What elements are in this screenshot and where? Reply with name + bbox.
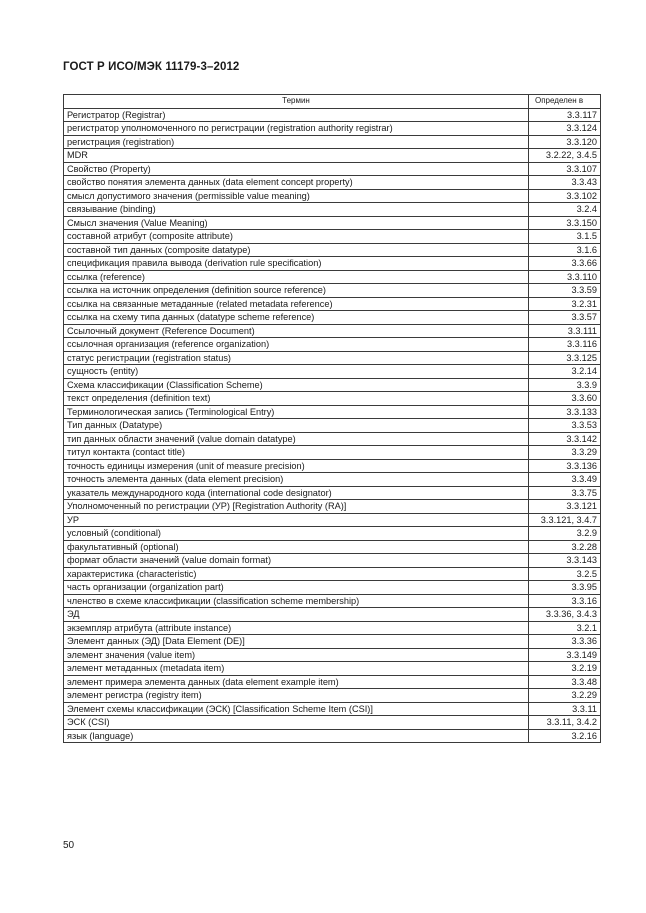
table-row — [64, 540, 601, 554]
table-row — [64, 203, 601, 217]
term-cell: сущность (entity) — [64, 365, 529, 379]
reference-cell: 3.3.110 — [529, 270, 601, 284]
term-cell: тип данных области значений (value domain datatype) — [64, 432, 529, 446]
term-cell: ссылка на схему типа данных (datatype scheme reference) — [64, 311, 529, 325]
reference-cell: 3.3.111 — [529, 324, 601, 338]
reference-cell: 3.3.107 — [529, 162, 601, 176]
table-row — [64, 648, 601, 662]
term-cell: свойство понятия элемента данных (data element concept property) — [64, 176, 529, 190]
term-cell: MDR — [64, 149, 529, 163]
reference-cell: 3.2.19 — [529, 662, 601, 676]
table-row — [64, 702, 601, 716]
term-cell: регистратор уполномоченного по регистрации (registration authority registrar) — [64, 122, 529, 136]
table-row — [64, 365, 601, 379]
table-row — [64, 419, 601, 433]
term-cell: составной атрибут (composite attribute) — [64, 230, 529, 244]
reference-cell: 3.3.49 — [529, 473, 601, 487]
table-row — [64, 378, 601, 392]
table-row — [64, 581, 601, 595]
term-cell: часть организации (organization part) — [64, 581, 529, 595]
term-cell: Тип данных (Datatype) — [64, 419, 529, 433]
table-row — [64, 729, 601, 743]
table-row — [64, 311, 601, 325]
term-cell: факультативный (optional) — [64, 540, 529, 554]
reference-cell: 3.3.36, 3.4.3 — [529, 608, 601, 622]
term-cell: титул контакта (contact title) — [64, 446, 529, 460]
reference-cell: 3.3.75 — [529, 486, 601, 500]
reference-cell: 3.3.150 — [529, 216, 601, 230]
term-cell: ЭД — [64, 608, 529, 622]
column-header-term: Термин — [64, 95, 529, 109]
reference-cell: 3.1.6 — [529, 243, 601, 257]
reference-cell: 3.3.117 — [529, 108, 601, 122]
reference-cell: 3.3.53 — [529, 419, 601, 433]
term-cell: элемент регистра (registry item) — [64, 689, 529, 703]
reference-cell: 3.2.29 — [529, 689, 601, 703]
reference-cell: 3.3.59 — [529, 284, 601, 298]
reference-cell: 3.3.136 — [529, 459, 601, 473]
term-cell: ссылка на источник определения (definition source reference) — [64, 284, 529, 298]
term-cell: спецификация правила вывода (derivation rule specification) — [64, 257, 529, 271]
table-row — [64, 243, 601, 257]
term-cell: Ссылочный документ (Reference Document) — [64, 324, 529, 338]
reference-cell: 3.3.149 — [529, 648, 601, 662]
term-cell: точность элемента данных (data element precision) — [64, 473, 529, 487]
reference-cell: 3.3.121 — [529, 500, 601, 514]
table-row — [64, 405, 601, 419]
table-row — [64, 162, 601, 176]
reference-cell: 3.2.28 — [529, 540, 601, 554]
term-cell: текст определения (definition text) — [64, 392, 529, 406]
reference-cell: 3.3.124 — [529, 122, 601, 136]
term-cell: ссылка на связанные метаданные (related metadata reference) — [64, 297, 529, 311]
table-row — [64, 149, 601, 163]
page-number: 50 — [63, 840, 75, 851]
reference-cell: 3.3.142 — [529, 432, 601, 446]
table-row — [64, 432, 601, 446]
terms-index-table — [63, 94, 601, 743]
table-row — [64, 135, 601, 149]
term-cell: составной тип данных (composite datatype) — [64, 243, 529, 257]
table-row — [64, 122, 601, 136]
term-cell: экземпляр атрибута (attribute instance) — [64, 621, 529, 635]
table-row — [64, 473, 601, 487]
reference-cell: 3.2.9 — [529, 527, 601, 541]
reference-cell: 3.1.5 — [529, 230, 601, 244]
term-cell: смысл допустимого значения (permissible value meaning) — [64, 189, 529, 203]
term-cell: УР — [64, 513, 529, 527]
reference-cell: 3.3.143 — [529, 554, 601, 568]
term-cell: Элемент схемы классификации (ЭСК) [Classification Scheme Item (CSI)] — [64, 702, 529, 716]
reference-cell: 3.2.5 — [529, 567, 601, 581]
table-row — [64, 689, 601, 703]
term-cell: элемент примера элемента данных (data element example item) — [64, 675, 529, 689]
reference-cell: 3.3.116 — [529, 338, 601, 352]
term-cell: Уполномоченный по регистрации (УР) [Registration Authority (RA)] — [64, 500, 529, 514]
reference-cell: 3.3.102 — [529, 189, 601, 203]
table-row — [64, 716, 601, 730]
table-row — [64, 527, 601, 541]
term-cell: язык (language) — [64, 729, 529, 743]
term-cell: Элемент данных (ЭД) [Data Element (DE)] — [64, 635, 529, 649]
term-cell: статус регистрации (registration status) — [64, 351, 529, 365]
term-cell: точность единицы измерения (unit of measure precision) — [64, 459, 529, 473]
reference-cell: 3.3.60 — [529, 392, 601, 406]
table-row — [64, 392, 601, 406]
table-row — [64, 189, 601, 203]
table-row — [64, 176, 601, 190]
table-row — [64, 513, 601, 527]
term-cell: элемент метаданных (metadata item) — [64, 662, 529, 676]
term-cell: указатель международного кода (international code designator) — [64, 486, 529, 500]
table-header-row — [64, 95, 601, 109]
reference-cell: 3.3.48 — [529, 675, 601, 689]
term-cell: ЭСК (CSI) — [64, 716, 529, 730]
term-cell: Терминологическая запись (Terminological Entry) — [64, 405, 529, 419]
reference-cell: 3.3.11, 3.4.2 — [529, 716, 601, 730]
table-row — [64, 608, 601, 622]
table-row — [64, 567, 601, 581]
table-row — [64, 459, 601, 473]
document-standard-title: ГОСТ Р ИСО/МЭК 11179-3–2012 — [63, 61, 240, 73]
term-cell: характеристика (characteristic) — [64, 567, 529, 581]
reference-cell: 3.3.16 — [529, 594, 601, 608]
table-row — [64, 324, 601, 338]
reference-cell: 3.3.120 — [529, 135, 601, 149]
term-cell: Смысл значения (Value Meaning) — [64, 216, 529, 230]
term-cell: ссылка (reference) — [64, 270, 529, 284]
table-row — [64, 351, 601, 365]
term-cell: Схема классификации (Classification Scheme) — [64, 378, 529, 392]
reference-cell: 3.2.4 — [529, 203, 601, 217]
table-row — [64, 500, 601, 514]
term-cell: Свойство (Property) — [64, 162, 529, 176]
term-cell: связывание (binding) — [64, 203, 529, 217]
reference-cell: 3.3.9 — [529, 378, 601, 392]
table-row — [64, 108, 601, 122]
term-cell: формат области значений (value domain format) — [64, 554, 529, 568]
table-body — [64, 108, 601, 743]
table-row — [64, 446, 601, 460]
reference-cell: 3.3.133 — [529, 405, 601, 419]
table-row — [64, 230, 601, 244]
table-row — [64, 216, 601, 230]
reference-cell: 3.3.43 — [529, 176, 601, 190]
table-row — [64, 594, 601, 608]
term-cell: регистрация (registration) — [64, 135, 529, 149]
reference-cell: 3.2.1 — [529, 621, 601, 635]
table-row — [64, 554, 601, 568]
term-cell: членство в схеме классификации (classification scheme membership) — [64, 594, 529, 608]
reference-cell: 3.2.22, 3.4.5 — [529, 149, 601, 163]
table-row — [64, 621, 601, 635]
column-header-defined-in: Определен в — [529, 95, 601, 109]
reference-cell: 3.2.16 — [529, 729, 601, 743]
table-row — [64, 284, 601, 298]
reference-cell: 3.3.29 — [529, 446, 601, 460]
reference-cell: 3.3.95 — [529, 581, 601, 595]
table-row — [64, 297, 601, 311]
term-cell: ссылочная организация (reference organization) — [64, 338, 529, 352]
reference-cell: 3.3.125 — [529, 351, 601, 365]
reference-cell: 3.3.66 — [529, 257, 601, 271]
table-row — [64, 675, 601, 689]
table-row — [64, 338, 601, 352]
table-row — [64, 662, 601, 676]
table-row — [64, 635, 601, 649]
reference-cell: 3.3.121, 3.4.7 — [529, 513, 601, 527]
table-row — [64, 270, 601, 284]
reference-cell: 3.2.14 — [529, 365, 601, 379]
table-row — [64, 486, 601, 500]
reference-cell: 3.3.57 — [529, 311, 601, 325]
reference-cell: 3.3.11 — [529, 702, 601, 716]
table-row — [64, 257, 601, 271]
term-cell: элемент значения (value item) — [64, 648, 529, 662]
reference-cell: 3.2.31 — [529, 297, 601, 311]
term-cell: условный (conditional) — [64, 527, 529, 541]
term-cell: Регистратор (Registrar) — [64, 108, 529, 122]
reference-cell: 3.3.36 — [529, 635, 601, 649]
